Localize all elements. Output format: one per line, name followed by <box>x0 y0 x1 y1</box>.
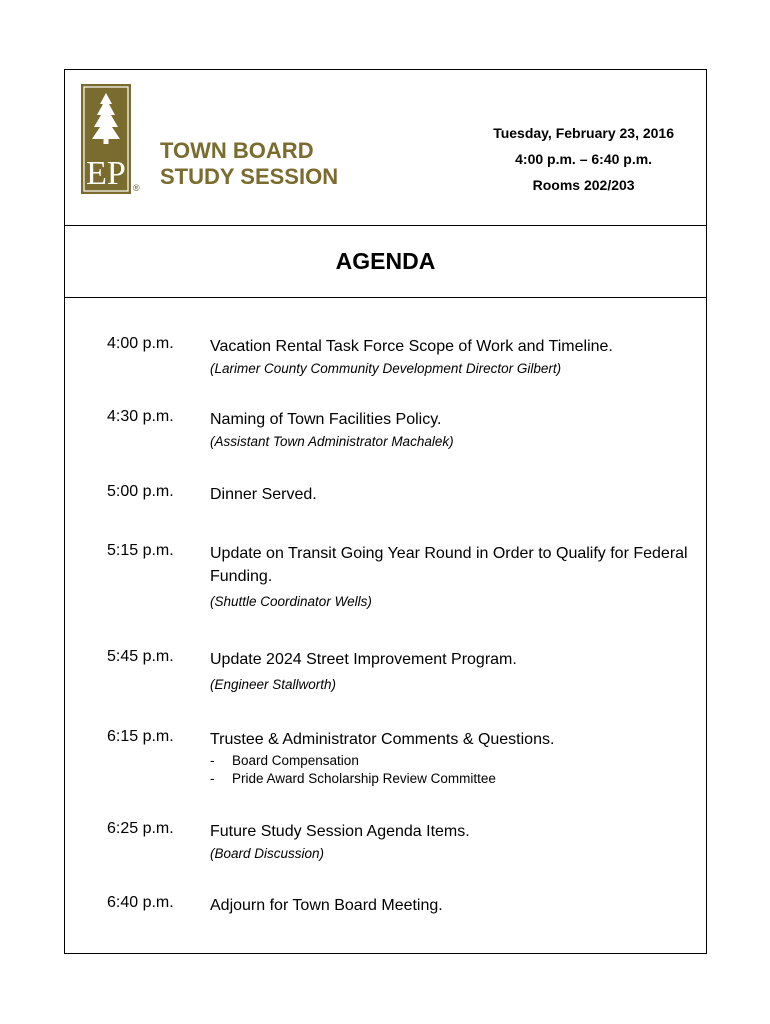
agenda-item-time: 6:40 p.m. <box>107 894 174 911</box>
agenda-title-box <box>65 226 706 298</box>
agenda-item-topic: Future Study Session Agenda Items. <box>210 823 470 840</box>
meeting-date: Tuesday, February 23, 2016 <box>493 125 674 141</box>
agenda-item-topic: Adjourn for Town Board Meeting. <box>210 897 443 914</box>
agenda-item-time: 5:45 p.m. <box>107 648 174 665</box>
agenda-item-time: 6:25 p.m. <box>107 820 174 837</box>
agenda-item-topic: Vacation Rental Task Force Scope of Work and Timeline. <box>210 338 613 355</box>
agenda-subitems <box>210 752 690 788</box>
meeting-time-range: 4:00 p.m. – 6:40 p.m. <box>515 151 653 167</box>
agenda-subitem: - Board Compensation <box>210 752 690 770</box>
agenda-item-presenter: (Shuttle Coordinator Wells) <box>210 594 372 609</box>
meeting-title <box>160 138 400 190</box>
agenda-item-topic: Dinner Served. <box>210 486 317 503</box>
agenda-item-time: 5:00 p.m. <box>107 483 174 500</box>
estes-park-tree-logo-icon <box>81 84 131 194</box>
meeting-title-line-1: TOWN BOARD <box>160 138 314 163</box>
meeting-title-line-2: STUDY SESSION <box>160 164 339 189</box>
registered-mark: ® <box>133 183 140 193</box>
document-header <box>65 70 706 226</box>
svg-text:EP: EP <box>86 155 126 192</box>
agenda-item-presenter: (Assistant Town Administrator Machalek) <box>210 434 454 449</box>
agenda-item-topic: Trustee & Administrator Comments & Questions. <box>210 731 555 748</box>
agenda-document <box>64 69 707 954</box>
agenda-item-time: 4:30 p.m. <box>107 408 174 425</box>
agenda-item-time: 4:00 p.m. <box>107 335 174 352</box>
agenda-item-time: 5:15 p.m. <box>107 542 174 559</box>
agenda-subitem: - Pride Award Scholarship Review Committee <box>210 770 690 788</box>
agenda-item-topic: Update 2024 Street Improvement Program. <box>210 651 517 668</box>
agenda-item-topic: Update on Transit Going Year Round in Order to Qualify for Federal Funding. <box>210 545 688 585</box>
agenda-item-presenter: (Larimer County Community Development Director Gilbert) <box>210 361 562 376</box>
agenda-item-topic: Naming of Town Facilities Policy. <box>210 411 442 428</box>
agenda-item-time: 6:15 p.m. <box>107 728 174 745</box>
meeting-details <box>493 120 674 198</box>
agenda-item-presenter: (Board Discussion) <box>210 846 325 861</box>
meeting-location: Rooms 202/203 <box>532 177 635 193</box>
agenda-item-presenter: (Engineer Stallworth) <box>210 677 337 692</box>
agenda-title: AGENDA <box>335 248 436 274</box>
